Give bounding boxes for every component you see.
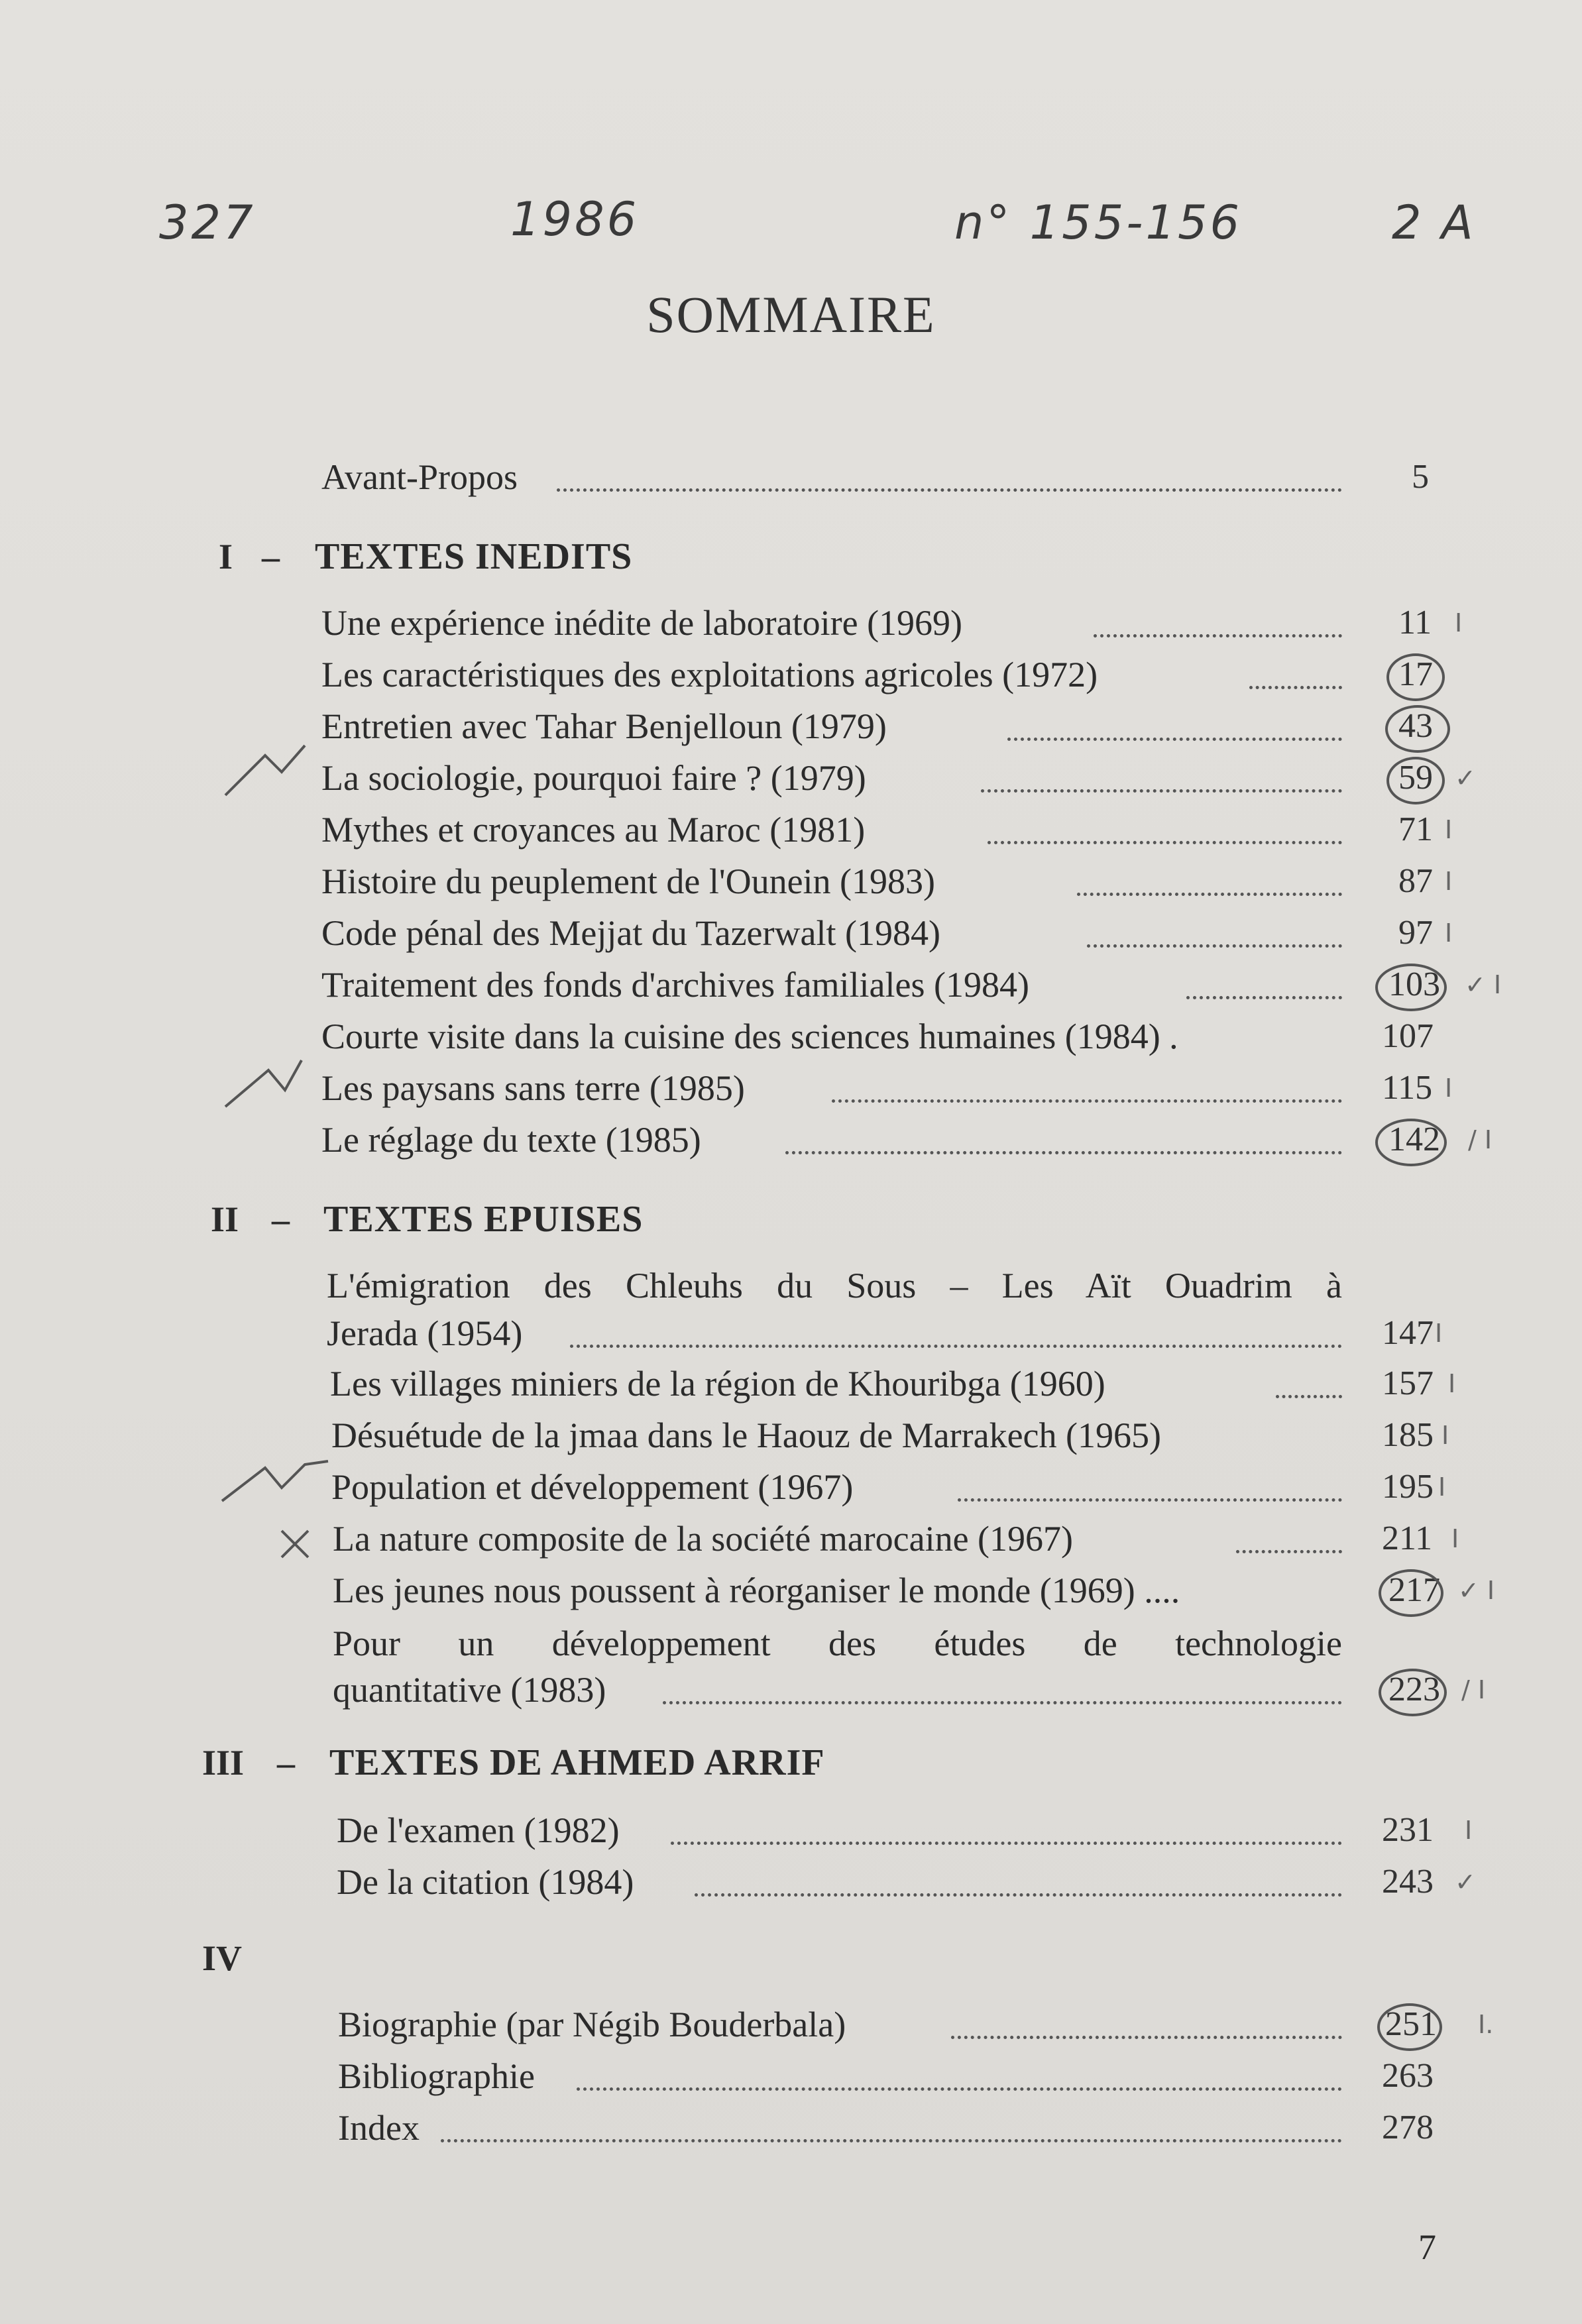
handwritten-mark: / I bbox=[1468, 1125, 1493, 1154]
circle-annotation bbox=[1379, 1569, 1443, 1617]
handwritten-mark: I bbox=[1451, 1524, 1459, 1553]
leader-dots bbox=[557, 487, 1342, 492]
toc-entry-page: 97 bbox=[1398, 914, 1433, 952]
toc-entry-page: 59 bbox=[1398, 759, 1433, 797]
circle-annotation bbox=[1385, 705, 1450, 753]
toc-entry bbox=[0, 858, 1582, 911]
toc-entry bbox=[0, 651, 1582, 704]
handwritten-code-left: 327 bbox=[159, 195, 256, 250]
toc-entry-label: Entretien avec Tahar Benjelloun (1979) bbox=[321, 706, 887, 746]
toc-entry-page: 147 bbox=[1382, 1314, 1434, 1352]
circle-annotation bbox=[1377, 2003, 1442, 2051]
leader-dots bbox=[1236, 1549, 1342, 1553]
toc-entry-label-line1: L'émigration des Chleuhs du Sous – Les Aït Ouadrim à bbox=[327, 1266, 1342, 1305]
pen-stroke-icon bbox=[219, 742, 311, 802]
leader-dots bbox=[951, 2034, 1342, 2039]
toc-entry bbox=[0, 1117, 1582, 1170]
circle-annotation bbox=[1379, 1669, 1447, 1716]
handwritten-mark: I bbox=[1441, 1421, 1449, 1450]
toc-entry-page: 251 bbox=[1385, 2005, 1437, 2043]
page-number: 7 bbox=[1418, 2227, 1436, 2267]
page-title: SOMMAIRE bbox=[646, 286, 936, 343]
handwritten-code-right: 2 A bbox=[1392, 195, 1476, 250]
section-number: IV bbox=[202, 1938, 243, 1978]
toc-entry-page: 5 bbox=[1412, 458, 1429, 496]
handwritten-mark: I bbox=[1445, 1074, 1453, 1103]
handwritten-mark: ✓ bbox=[1455, 1867, 1476, 1897]
handwritten-mark: I bbox=[1435, 1319, 1443, 1348]
handwritten-mark: I bbox=[1445, 918, 1453, 948]
leader-dots bbox=[663, 1700, 1342, 1704]
toc-entry-label: Jerada (1954) bbox=[327, 1313, 523, 1353]
toc-entry-page: 115 bbox=[1382, 1069, 1433, 1107]
toc-entry-page: 223 bbox=[1388, 1671, 1440, 1708]
toc-entry bbox=[0, 806, 1582, 859]
handwritten-mark: I bbox=[1448, 1369, 1456, 1398]
toc-entry bbox=[0, 2105, 1582, 2158]
toc-entry-label: Histoire du peuplement de l'Ounein (1983) bbox=[321, 861, 936, 901]
toc-entry-label: Avant-Propos bbox=[321, 457, 518, 497]
handwritten-mark: I bbox=[1445, 815, 1453, 844]
toc-entry-page: 11 bbox=[1398, 604, 1432, 641]
handwritten-mark: ✓ I bbox=[1465, 970, 1502, 999]
toc-entry-page: 157 bbox=[1382, 1364, 1434, 1402]
section-heading-iii bbox=[0, 1740, 1582, 1793]
toc-entry-label: Code pénal des Mejjat du Tazerwalt (1984) bbox=[321, 913, 940, 953]
toc-entry-label: Une expérience inédite de laboratoire (1969) bbox=[321, 603, 963, 643]
section-heading-ii bbox=[0, 1196, 1582, 1249]
leader-dots bbox=[1087, 943, 1342, 948]
section-number: III bbox=[202, 1743, 245, 1783]
toc-entry bbox=[0, 1567, 1582, 1620]
toc-entry-label: Les paysans sans terre (1985) bbox=[321, 1068, 745, 1108]
leader-dots bbox=[832, 1098, 1342, 1103]
toc-entry-page: 231 bbox=[1382, 1811, 1434, 1849]
toc-entry-page: 211 bbox=[1382, 1520, 1433, 1557]
leader-dots bbox=[671, 1840, 1342, 1845]
handwritten-mark: I bbox=[1445, 867, 1453, 896]
handwritten-year: 1986 bbox=[510, 192, 640, 247]
section-heading-i bbox=[0, 533, 1582, 586]
circle-annotation bbox=[1386, 757, 1445, 804]
toc-entry bbox=[0, 962, 1582, 1015]
toc-entry-page: 107 bbox=[1382, 1017, 1434, 1055]
toc-entry-page: 195 bbox=[1382, 1468, 1434, 1506]
toc-entry bbox=[0, 1360, 1582, 1413]
section-dash: – bbox=[277, 1743, 295, 1783]
toc-entry bbox=[0, 2053, 1582, 2106]
toc-entry-label: La sociologie, pourquoi faire ? (1979) bbox=[321, 758, 866, 798]
leader-dots bbox=[577, 2086, 1342, 2091]
pen-stroke-icon bbox=[219, 1054, 311, 1113]
toc-entry-page: 103 bbox=[1388, 966, 1440, 1003]
leader-dots bbox=[988, 840, 1342, 844]
section-title: TEXTES DE AHMED ARRIF bbox=[329, 1742, 825, 1783]
toc-entry-page: 243 bbox=[1382, 1863, 1434, 1901]
toc-entry-page: 185 bbox=[1382, 1416, 1434, 1454]
toc-entry-page: 278 bbox=[1382, 2109, 1434, 2146]
toc-entry-page: 87 bbox=[1398, 862, 1433, 900]
leader-dots bbox=[1276, 1394, 1342, 1398]
toc-entry-page: 263 bbox=[1382, 2057, 1434, 2095]
circle-annotation bbox=[1386, 653, 1445, 701]
toc-entry-label: Bibliographie bbox=[338, 2056, 535, 2096]
section-heading-iv bbox=[0, 1935, 1582, 1988]
toc-entry-label: Le réglage du texte (1985) bbox=[321, 1120, 701, 1160]
section-dash: – bbox=[262, 537, 280, 577]
leader-dots bbox=[1007, 736, 1342, 741]
toc-entry bbox=[0, 2001, 1582, 2054]
leader-dots bbox=[1077, 891, 1342, 896]
leader-dots bbox=[1249, 685, 1342, 689]
leader-dots bbox=[1186, 995, 1342, 999]
toc-entry-label: Population et développement (1967) bbox=[331, 1467, 854, 1507]
handwritten-mark: I bbox=[1438, 1472, 1446, 1502]
toc-entry-page: 142 bbox=[1388, 1121, 1440, 1158]
toc-entry-label-line1: Pour un développement des études de technologie bbox=[333, 1624, 1342, 1663]
handwritten-mark: ✓ bbox=[1455, 763, 1476, 793]
toc-entry-label: quantitative (1983) bbox=[333, 1670, 606, 1710]
leader-dots bbox=[785, 1150, 1342, 1154]
toc-entry-label: Courte visite dans la cuisine des sciences humaines (1984) . bbox=[321, 1017, 1178, 1056]
leader-dots bbox=[981, 788, 1342, 793]
toc-entry-label: De l'examen (1982) bbox=[337, 1810, 620, 1850]
section-number: II bbox=[211, 1199, 239, 1239]
toc-entry bbox=[0, 600, 1582, 653]
handwritten-mark: / I bbox=[1461, 1675, 1486, 1704]
leader-dots bbox=[958, 1497, 1342, 1502]
handwritten-mark: I. bbox=[1478, 2010, 1494, 2039]
toc-entry-label: Désuétude de la jmaa dans le Haouz de Marrakech (1965) bbox=[331, 1415, 1161, 1455]
toc-entry-label: Mythes et croyances au Maroc (1981) bbox=[321, 810, 866, 850]
toc-entry bbox=[0, 1807, 1582, 1860]
leader-dots bbox=[695, 1892, 1342, 1897]
toc-entry bbox=[0, 1516, 1582, 1569]
toc-entry-label: Index bbox=[338, 2108, 420, 2148]
leader-dots bbox=[570, 1343, 1342, 1348]
toc-entry-label: Les villages miniers de la région de Khouribga (1960) bbox=[330, 1364, 1105, 1404]
toc-entry bbox=[0, 1859, 1582, 1912]
circle-annotation bbox=[1375, 964, 1447, 1011]
toc-entry bbox=[0, 1262, 1582, 1368]
circle-annotation bbox=[1375, 1119, 1447, 1166]
section-dash: – bbox=[272, 1199, 290, 1239]
section-title: TEXTES EPUISES bbox=[323, 1199, 644, 1240]
toc-entry bbox=[0, 910, 1582, 963]
toc-entry-label: Biographie (par Négib Bouderbala) bbox=[338, 2005, 846, 2044]
cross-mark-icon bbox=[275, 1524, 315, 1564]
toc-entry-label: Les caractéristiques des exploitations agricoles (1972) bbox=[321, 655, 1098, 694]
toc-entry-label: La nature composite de la société marocaine (1967) bbox=[333, 1519, 1074, 1559]
toc-entry-label: Les jeunes nous poussent à réorganiser le monde (1969) .... bbox=[333, 1571, 1180, 1610]
handwritten-mark: ✓ I bbox=[1458, 1576, 1495, 1605]
toc-entry bbox=[0, 1620, 1582, 1726]
toc-entry-page: 43 bbox=[1398, 707, 1433, 745]
toc-entry-label: Traitement des fonds d'archives familiales (1984) bbox=[321, 965, 1029, 1005]
section-title: TEXTES INEDITS bbox=[315, 536, 633, 577]
leader-dots bbox=[1094, 633, 1342, 637]
toc-entry-page: 71 bbox=[1398, 810, 1433, 848]
toc-entry-page: 217 bbox=[1388, 1571, 1440, 1609]
pen-stroke-icon bbox=[219, 1448, 331, 1508]
toc-entry-page: 17 bbox=[1398, 655, 1433, 693]
handwritten-mark: I bbox=[1465, 1816, 1473, 1845]
handwritten-mark: I bbox=[1455, 608, 1463, 637]
toc-entry-intro bbox=[0, 454, 1582, 507]
section-number: I bbox=[219, 537, 233, 577]
handwritten-issue: n° 155-156 bbox=[954, 195, 1243, 250]
toc-entry-label: De la citation (1984) bbox=[337, 1862, 634, 1902]
leader-dots bbox=[441, 2138, 1342, 2142]
